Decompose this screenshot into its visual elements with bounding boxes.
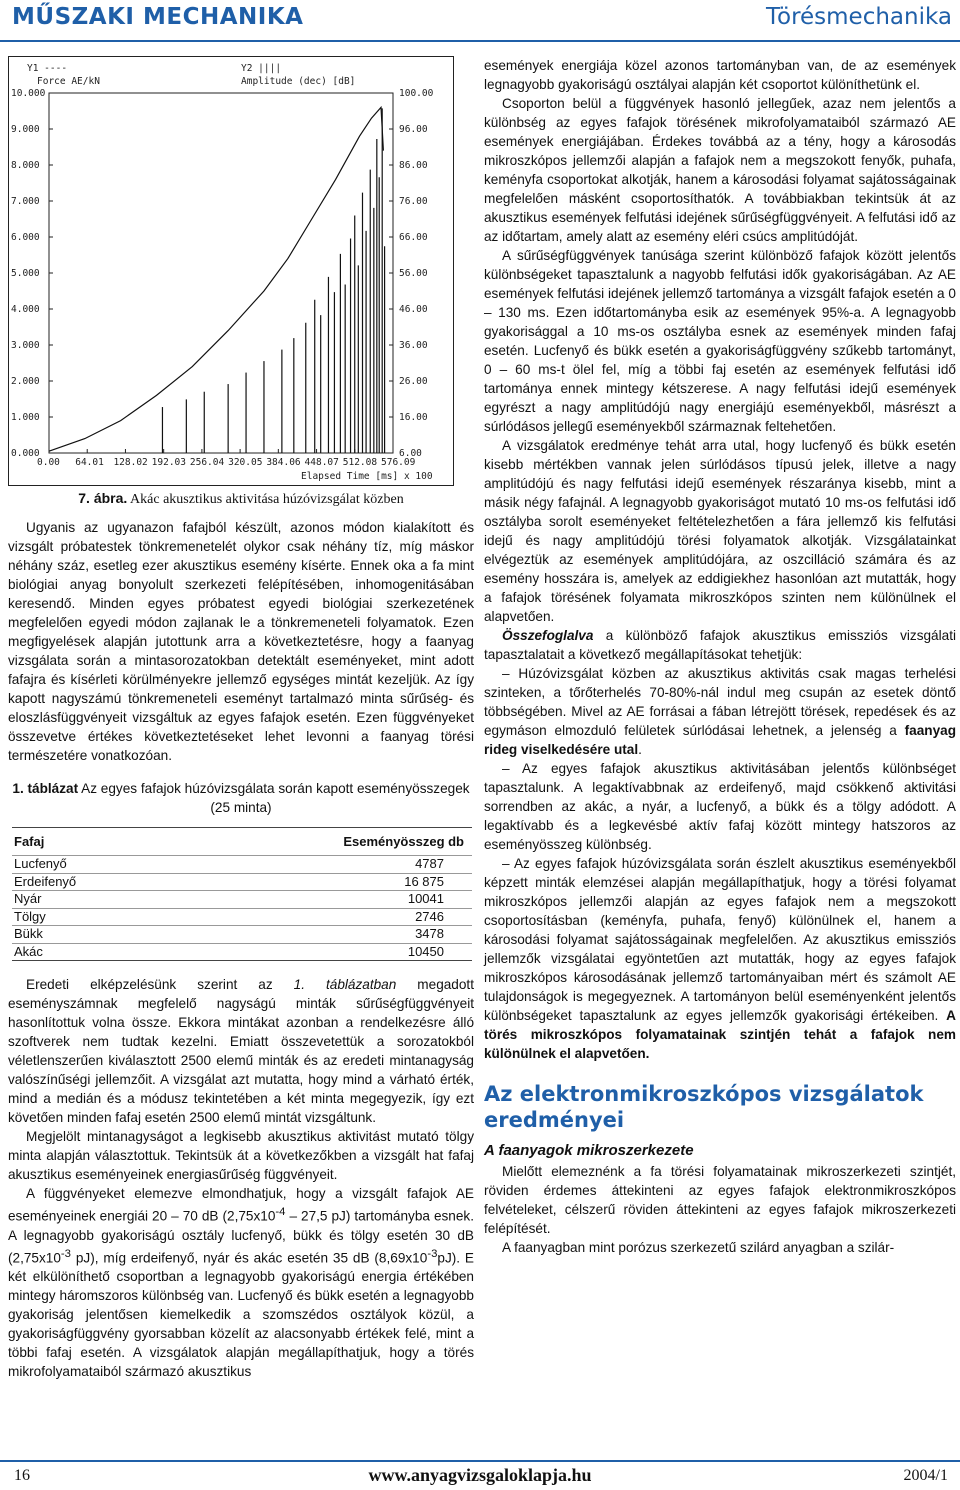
table-row <box>12 926 472 944</box>
table-row <box>12 908 472 926</box>
table-header-species: Fafaj <box>12 828 167 856</box>
y1-tick-label: 8.000 <box>11 160 40 171</box>
y1-tick-label: 2.000 <box>11 376 40 387</box>
right-paragraph-2: Csoporton belül a függvények hasonló jellegűek, azaz nem jelentős a különbség az egyes fafajok törésének mikrofolyamataiból származó AE események energiájában. Érdekes továbbá az a tény, hogy a károsodás mikroszkópos jellemzői alapján a fafajok nem a megszokott fenyők, puhafa, keményfa csoportokat alkotják, hanem a károsodási folyamat sajátosságainak megfelelően másként csoportosíthatók. A továbbiakban tekintsük át az akusztikus események felfutási idejének sűrűségfüggvényeit. A felfutási idő az az időtartam, amely alatt az esemény eléri csúcs amplitúdóját. <box>484 96 956 244</box>
x-tick-label: 512.08 <box>342 457 378 468</box>
p4-sup-2: -3 <box>60 1247 71 1260</box>
table-cell-species: Nyár <box>12 891 167 909</box>
right-paragraph-7: – Az egyes fafajok akusztikus aktivitásában jelentős különbséget tapasztalunk. A legaktívabbnak az erdeifenyő, majd csökkenő aktivitási sorrendben az akác, a nyár, a lucfenyő, a bükk és a tölgy adódott. A legaktívabb és a legkevésbé aktív fafaj között mintegy hatszoros az eseményösszeg különbség. <box>484 761 956 852</box>
table-header-row <box>12 828 472 856</box>
table-cell-count: 3478 <box>167 926 472 944</box>
issue-number: 2004/1 <box>903 1467 948 1484</box>
left-column <box>8 518 474 1381</box>
table-cell-count: 10041 <box>167 891 472 909</box>
x-tick-label: 64.01 <box>75 457 104 468</box>
p4-sup-3: -3 <box>427 1247 438 1260</box>
x-tick-label: 192.03 <box>151 457 186 468</box>
p4-sup-1: -4 <box>275 1206 286 1218</box>
summary-lead: Összefoglalva <box>502 628 594 643</box>
y2-tick-label: 76.00 <box>399 196 428 207</box>
left-paragraph-2 <box>8 975 474 1127</box>
left-paragraph-4 <box>8 1184 474 1381</box>
legend-y2-label: Amplitude (dec) [dB] <box>241 76 356 87</box>
page-number: 16 <box>14 1467 30 1484</box>
table-row <box>12 873 472 891</box>
x-tick-label: 576.09 <box>381 457 416 468</box>
p4-text-a: A függvényeket elemezve elmondhatjuk, hogy a vizsgált fafajok AE eseményeinek energiái 20 – 70 dB (2,75x10 <box>8 1186 474 1224</box>
table-caption <box>8 779 474 817</box>
section-heading: Az elektronmikroszkópos vizsgálatok eredményei <box>484 1082 924 1132</box>
legend-y1-symbol: Y1 ---- <box>27 63 68 74</box>
y2-tick-label: 86.00 <box>399 160 428 171</box>
table-reference: 1. táblázatban <box>293 977 397 992</box>
right-paragraph-10: A faanyagban mint porózus szerkezetű szilárd anyagban a szilár- <box>502 1240 895 1255</box>
right-paragraph-9: Mielőtt elemeznénk a fa törési folyamatainak mikroszerkezeti szintjét, röviden érdemes áttekinteni az egyes fafajok elektronmikroszkópos felvételeket, célszerű röviden áttekinteni az egyes fafajok mikroszerkezeti felépítését. <box>484 1164 956 1236</box>
figure-caption <box>8 490 474 508</box>
journal-title: MŰSZAKI MECHANIKA <box>12 4 304 30</box>
table-cell-species: Bükk <box>12 926 167 944</box>
table-cell-count: 4787 <box>167 856 472 874</box>
x-tick-label: 320.05 <box>228 457 263 468</box>
p6-text: – Húzóvizsgálat közben az akusztikus aktivitás csak magas terhelési szinteken, a tőrőterhelés 70-80%-nál indul meg csupán az esetek döntő többségében. Mivel az AE forrásai a fában létrejött törések, repedések és az egymáson elmozduló felületek súrlódásai lehetnek, a jelenség a <box>484 666 956 738</box>
y1-tick-label: 4.000 <box>11 304 40 315</box>
p2-text-a: Eredeti elképzelésünk szerint az <box>26 977 294 992</box>
table-label: 1. táblázat <box>12 781 79 796</box>
y1-tick-label: 0.000 <box>11 448 40 459</box>
table-cell-count: 10450 <box>167 943 472 961</box>
figure-text: Akác akusztikus aktivitása húzóvizsgálat közben <box>127 492 404 507</box>
table-row <box>12 856 472 874</box>
y1-tick-label: 9.000 <box>11 124 40 135</box>
y2-tick-label: 16.00 <box>399 412 428 423</box>
table-cell-species: Erdeifenyő <box>12 873 167 891</box>
left-paragraph-1: Ugyanis az ugyanazon fafajból készült, azonos módon kialakított és vizsgált próbatestek tönkremenetelét olykor csak néhány tíz, míg máskor néhány száz, esetleg ezer akusztikus esemény kísérte. Ennek oka a fa mint biológiai anyag bonyolult szerkezeti felépítésében, inhomogenitásában keresendő. Minden egyes próbatest egyedi biológiai szerkezetének megfelelően egyedi módon zajlanak le a tönkremeneteli folyamatok. Ezen megfigyelések alapján jutottunk arra a következtetésre, hogy a faanyag vizsgálata során a mintasorozatokban detektált eseményeket, mint adott fafajra és kísérleti körülményekre jellemző egységes mintát kezeljük. Az így kapott nagyszámú tönkremeneteli eseményt tartalmazó minta sűrűség- és eloszlásfüggvényeit vizsgáltuk az egyes fafajok esetén. Ezen függvényeket összevetve értékes következtetéseket lehet levonni a faanyag törési természetére vonatkozóan. <box>8 520 474 763</box>
table-header-count: Eseményösszeg db <box>167 828 472 856</box>
p6-end: . <box>638 742 642 757</box>
y1-tick-label: 6.000 <box>11 232 40 243</box>
p6-bold: faanyag rideg viselkedésére utal <box>484 723 956 757</box>
left-paragraph-3: Megjelölt mintanagyságot a legkisebb akusztikus aktivitást mutató tölgy minta alapján választottuk. Tekintsük át a következőkben a vizsgált hat fafaj akusztikus eseményeinek energiasűrűség függvényeit. <box>8 1129 474 1182</box>
event-sum-table <box>12 827 472 961</box>
figure-label: 7. ábra. <box>78 490 128 506</box>
y1-tick-label: 7.000 <box>11 196 40 207</box>
y2-tick-label: 6.00 <box>399 448 422 459</box>
website-link[interactable]: www.anyagvizsgaloklapja.hu <box>368 1465 592 1485</box>
y2-tick-label: 46.00 <box>399 304 428 315</box>
table-cell-species: Akác <box>12 943 167 961</box>
table-body <box>12 856 472 961</box>
p4-text-b: – 27,5 pJ) tartományba esnek. A legnagyobb gyakoriságú osztály lucfenyő, bükk és tölgy esetén 30 dB (2,75x10 <box>8 1208 475 1266</box>
x-tick-label: 256.04 <box>189 457 225 468</box>
table-cell-count: 2746 <box>167 908 472 926</box>
subsection-heading: A faanyagok mikroszerkezete <box>484 1142 694 1159</box>
x-tick-label: 384.06 <box>266 457 301 468</box>
right-paragraph-1: események energiája közel azonos tartományban van, de az események legnagyobb gyakoriságú osztályai alapján két csoportot különíthetünk el. <box>484 58 956 92</box>
p2-text-b: megadott eseményszámnak megfelelő nagyságú minták sűrűségfüggvényeit hasonlítottuk volna össze. Ekkora mintákat azonban a rendelkezésre álló szoftverek nem tudtak kezelni. Emiatt összevetettük a sorozatokból véletlenszerűen kiválasztott 2500 elemű minták és az eredeti mintanagyság valószínűségi jellemzőit. A vizsgálat azt mutatta, hogy mind a várható érték, mind a medián és a módusz tekintetében a két minta megegyezik, így ezt követően minden fafaj esetén 2500 elemű mintát vizsgáltunk. <box>8 977 474 1125</box>
chart-svg <box>9 57 453 485</box>
p4-text-d: pJ). E két elkülöníthető csoportban a legnagyobb gyakoriságú energia értékében mintegy háromszoros különbség van. Lucfenyő és bükk esetén a legnagyobb gyakoriság jelentősen kiemelkedik a szomszédos osztályok közül, a gyakoriságfüggvény gyorsabban közelít az alacsonyabb értékek felé, mint a többi fafaj esetén. A vizsgálatok alapján megállapíthatjuk, hogy a törés mikrofolyamataiból származó akusztikus <box>8 1250 474 1380</box>
table-row <box>12 943 472 961</box>
p8-text: – Az egyes fafajok húzóvizsgálata során észlelt akusztikus eseményekből képzett minták elemzései alapján megállapíthatjuk, hogy a törési folyamat mikroszkópos jellemzői alapján az egyes fafajok nem a megszokott csoportosításban (keményfa, puhafa, fenyő) különülnek el, hanem a károsodási folyamat sajátosságainak megfelelően. Az akusztikus emissziós jellemzők vizsgálatai egyöntetűen azt mutatták, hogy az egyes fafajok mikroszkópos károsodásának jellemző tartományaiban mért és számolt AE tulajdonságok is megegyeznek. A tartományon belül eseményenként jelentős különbségeket tapasztalunk az egyes jellemzők gyakorisági értékeiben. <box>484 856 956 1023</box>
y1-tick-label: 1.000 <box>11 412 40 423</box>
x-tick-label: 0.00 <box>37 457 60 468</box>
x-tick-label: 128.02 <box>113 457 148 468</box>
force-curve <box>49 107 383 451</box>
table-caption-text: Az egyes fafajok húzóvizsgálata során kapott eseményösszegek (25 minta) <box>78 781 470 815</box>
p8-bold: A törés mikroszkópos folyamatainak szintjén tehát a fafajok nem különülnek el alapvetően. <box>484 1008 956 1061</box>
right-paragraph-8 <box>484 854 956 1063</box>
table-cell-species: Lucfenyő <box>12 856 167 874</box>
right-paragraph-6 <box>484 664 956 759</box>
ae-force-chart <box>8 56 454 486</box>
footer-rule <box>0 1460 960 1462</box>
right-paragraph-5 <box>484 626 956 664</box>
y2-tick-label: 96.00 <box>399 124 428 135</box>
y1-tick-label: 5.000 <box>11 268 40 279</box>
table-cell-count: 16 875 <box>167 873 472 891</box>
summary-text: a különböző fafajok akusztikus emissziós vizsgálati tapasztalatait a következő megállapításokat tehetjük: <box>484 628 956 662</box>
section-title: Törésmechanika <box>765 4 952 30</box>
x-axis-label: Elapsed Time [ms] x 100 <box>301 471 433 482</box>
p4-text-c: pJ), míg erdeifenyő, nyár és akác esetén 35 dB (8,69x10 <box>70 1250 428 1266</box>
table-row <box>12 891 472 909</box>
plot-frame <box>49 93 393 453</box>
x-tick-label: 448.07 <box>304 457 339 468</box>
y2-tick-label: 26.00 <box>399 376 428 387</box>
y1-tick-label: 10.000 <box>11 88 46 99</box>
y2-tick-label: 36.00 <box>399 340 428 351</box>
legend-y1-label: Force AE/kN <box>37 76 100 87</box>
legend-y2-symbol: Y2 |||| <box>241 63 282 74</box>
right-column <box>484 56 956 1257</box>
y2-tick-label: 100.00 <box>399 88 434 99</box>
y2-tick-label: 56.00 <box>399 268 428 279</box>
y1-tick-label: 3.000 <box>11 340 40 351</box>
right-paragraph-4: A vizsgálatok eredménye tehát arra utal, hogy lucfenyő és bükk esetén kisebb mértékben vannak jelen súrlódásos típusú jelek, illetve a nagy amplitúdójú és nagy felfutási idejű események részaránya kisebb, mint a másik négy fafajnál. A legnagyobb gyakoriságot mutató 10 ms-os felfutási idő osztályba sorolt eseményeket feltételezhetően a fára jellemző kis felfutási idejű és nagy amplitúdójú törési folyamatok alkotják. Vizsgálatainkat elvégeztük az események amplitúdójára, az oszcilláció számára és az esemény hosszára is, amelyek az eddigiekhez hasonlóan azt mutatták, hogy a fafajok törésének folyamata mikroszkópos szinten nem különülnek el alapvetően. <box>484 438 956 624</box>
right-paragraph-3: A sűrűségfüggvények tanúsága szerint különböző fafajok között jelentős különbségeket tapasztalunk a nagyobb felfutási idők gyakoriságában. Az AE események felfutási idejének jellemző tartománya a vizsgált fafajok esetén a 0 – 130 ms. Ezen időtartományba esik az események 95%-a. A legnagyobb gyakorisággal a 10 ms-os osztályba esnek az események minden fafaj esetén. Lucfenyő és bükk esetén a gyakoriságfüggvény szűkebb tartományt, 0 – 60 ms-t ölel fel, míg a többi faj esetén az események felfutási idő tartománya ennek mintegy kétszerese. A nagy felfutási idejű események egyrészt a nagy amplitúdójú nagy energiájú eseményekből, másrészt a súrlódásos jellegű eseményekből származnak feltehetően. <box>484 248 956 434</box>
table-cell-species: Tölgy <box>12 908 167 926</box>
y2-tick-label: 66.00 <box>399 232 428 243</box>
header-rule <box>0 40 960 42</box>
